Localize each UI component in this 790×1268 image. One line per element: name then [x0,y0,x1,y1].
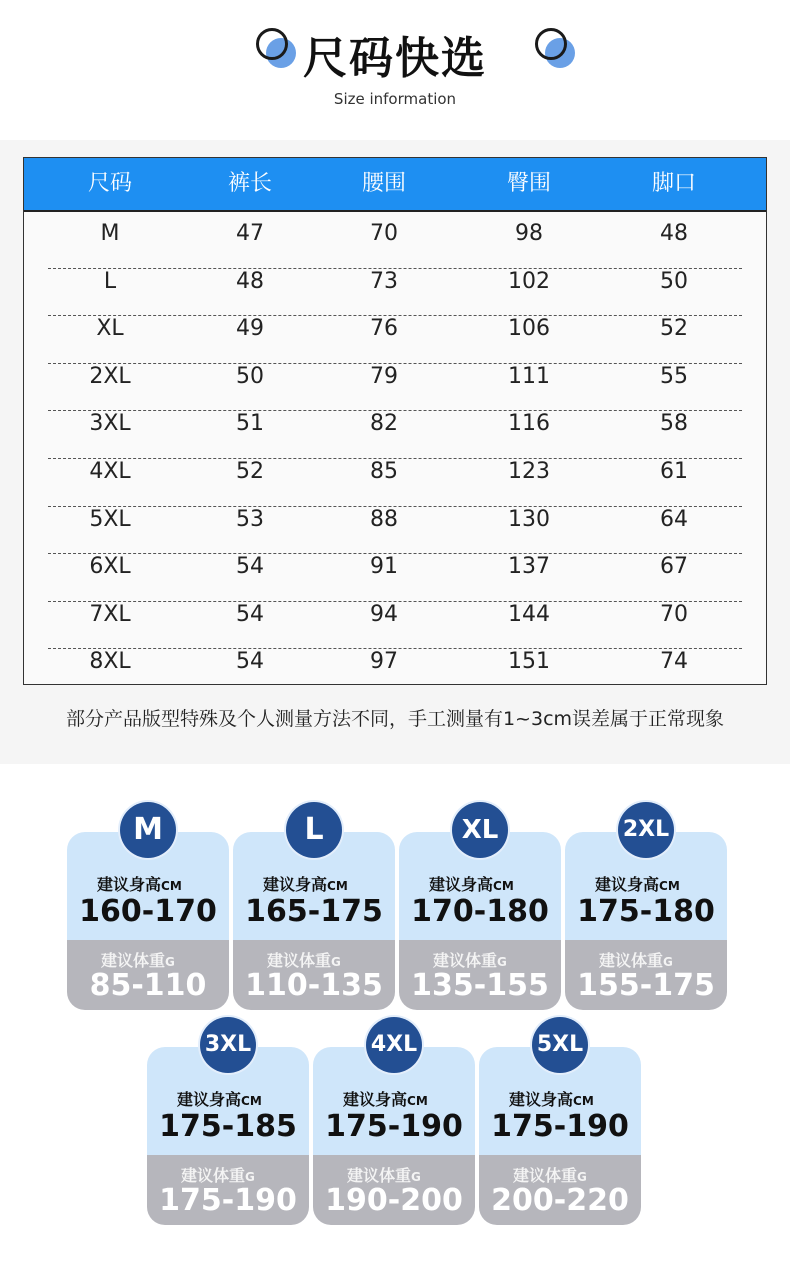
row-divider [48,553,742,554]
size-card [565,832,727,1010]
size-cell: 2XL [89,363,131,389]
size-cell: 6XL [89,554,131,580]
size-card [479,1047,641,1225]
weight-range: 135-155 [411,968,549,1003]
measurement-cell: 116 [508,411,550,437]
height-range: 175-190 [325,1109,463,1144]
height-label [343,1087,428,1110]
weight-label-text: 建议体重 [267,951,332,970]
size-badge: 3XL [200,1017,256,1073]
measurement-cell: 102 [508,268,550,294]
size-card [147,1047,309,1225]
measurement-cell: 51 [236,411,264,437]
size-card [399,832,561,1010]
measurement-cell: 137 [508,554,550,580]
size-table [23,157,767,685]
measurement-cell: 50 [236,363,264,389]
weight-label-text: 建议体重 [433,951,498,970]
height-label-text: 建议身高 [509,1090,574,1109]
weight-unit: G [497,955,507,969]
height-unit: CM [659,879,680,893]
measurement-cell: 54 [236,601,264,627]
row-divider [48,458,742,459]
height-unit: CM [241,1094,262,1108]
height-label [509,1087,594,1110]
height-label-text: 建议身高 [429,875,494,894]
measurement-cell: 111 [508,363,550,389]
size-cell: L [103,268,117,294]
size-cell: 8XL [89,649,131,675]
weight-unit: G [411,1170,421,1184]
weight-unit: G [331,955,341,969]
measurement-cell: 54 [236,554,264,580]
measurement-cell: 82 [370,411,398,437]
measurement-cell: 74 [660,649,688,675]
height-label-text: 建议身高 [97,875,162,894]
measurement-cell: 88 [370,506,398,532]
column-header: 腰围 [361,171,407,196]
measurement-cell: 70 [660,601,688,627]
weight-panel [565,940,727,1010]
measurement-cell: 50 [660,268,688,294]
weight-range: 190-200 [325,1183,463,1218]
size-cell: 4XL [89,459,131,484]
table-row [24,638,766,686]
measurement-cell: 53 [236,506,264,532]
weight-label-text: 建议体重 [513,1166,578,1185]
measurement-cell: 151 [508,649,550,675]
measurement-cell: 54 [236,649,264,675]
weight-panel [233,940,395,1010]
weight-unit: G [577,1170,587,1184]
measurement-cell: 79 [370,363,398,389]
size-cell: 3XL [89,411,131,437]
size-badge: 2XL [618,802,674,858]
size-card [67,832,229,1010]
weight-panel [67,940,229,1010]
measurement-cell: 47 [236,221,264,246]
weight-label-text: 建议体重 [101,951,166,970]
measurement-note: 部分产品版型特殊及个人测量方法不同，手工测量有1~3cm误差属于正常现象 [65,708,725,730]
measurement-cell: 97 [370,649,398,675]
column-header: 裤长 [227,171,273,196]
height-label [263,872,348,895]
height-unit: CM [573,1094,594,1108]
weight-unit: G [663,955,673,969]
weight-label-text: 建议体重 [599,951,664,970]
measurement-cell: 61 [660,459,688,484]
height-label [429,872,514,895]
measurement-cell: 106 [508,316,550,342]
table-row [24,591,766,639]
row-divider [48,648,742,649]
row-divider [48,363,742,364]
column-header: 臀围 [506,171,552,196]
measurement-cell: 48 [660,221,688,246]
table-row [24,543,766,591]
measurement-cell: 49 [236,316,264,342]
size-card [233,832,395,1010]
weight-panel [479,1155,641,1225]
measurement-cell: 85 [370,459,398,484]
row-divider [48,410,742,411]
height-range: 170-180 [411,894,549,929]
size-badge: M [120,802,176,858]
height-range: 175-180 [577,894,715,929]
table-row [24,210,766,258]
weight-unit: G [245,1170,255,1184]
measurement-cell: 48 [236,268,264,294]
decorative-circle-icon-right [535,28,575,68]
page-title: 尺码快选 [303,33,487,84]
size-badge: 4XL [366,1017,422,1073]
height-label-text: 建议身高 [263,875,328,894]
measurement-cell: 94 [370,601,398,627]
size-cell: M [100,221,120,246]
measurement-cell: 70 [370,221,398,246]
height-unit: CM [407,1094,428,1108]
weight-range: 175-190 [159,1183,297,1218]
table-row [24,448,766,496]
measurement-cell: 52 [660,316,688,342]
weight-range: 85-110 [89,968,207,1003]
height-unit: CM [161,879,182,893]
height-label [177,1087,262,1110]
height-range: 175-185 [159,1109,297,1144]
column-header: 尺码 [87,171,133,196]
measurement-cell: 55 [660,363,688,389]
page-subtitle: Size information [333,90,457,108]
weight-unit: G [165,955,175,969]
weight-panel [147,1155,309,1225]
row-divider [48,506,742,507]
weight-panel [399,940,561,1010]
weight-label-text: 建议体重 [181,1166,246,1185]
height-range: 165-175 [245,894,383,929]
size-badge: XL [452,802,508,858]
table-row [24,400,766,448]
weight-range: 200-220 [491,1183,629,1218]
height-label [595,872,680,895]
measurement-cell: 76 [370,316,398,342]
measurement-cell: 123 [508,459,550,484]
measurement-cell: 67 [660,554,688,580]
row-divider [48,268,742,269]
size-cell: XL [96,316,124,342]
column-header: 脚口 [651,171,697,196]
measurement-cell: 144 [508,601,550,627]
measurement-cell: 73 [370,268,398,294]
measurement-cell: 98 [515,221,543,246]
measurement-cell: 52 [236,459,264,484]
row-divider [48,601,742,602]
height-label-text: 建议身高 [595,875,660,894]
measurement-cell: 64 [660,506,688,532]
weight-range: 155-175 [577,968,715,1003]
table-row [24,305,766,353]
size-cell: 5XL [89,506,131,532]
weight-panel [313,1155,475,1225]
height-range: 175-190 [491,1109,629,1144]
weight-label-text: 建议体重 [347,1166,412,1185]
size-badge: L [286,802,342,858]
table-row [24,258,766,306]
height-range: 160-170 [79,894,217,929]
weight-range: 110-135 [245,968,383,1003]
height-label-text: 建议身高 [177,1090,242,1109]
row-divider [48,315,742,316]
size-table-section [0,140,790,764]
size-cell: 7XL [89,601,131,627]
height-label [97,872,182,895]
measurement-cell: 130 [508,506,550,532]
table-row [24,496,766,544]
header [0,0,790,140]
height-unit: CM [327,879,348,893]
size-badge: 5XL [532,1017,588,1073]
size-card [313,1047,475,1225]
measurement-cell: 91 [370,554,398,580]
height-unit: CM [493,879,514,893]
table-header [24,158,766,212]
table-row [24,353,766,401]
height-label-text: 建议身高 [343,1090,408,1109]
measurement-cell: 58 [660,411,688,437]
